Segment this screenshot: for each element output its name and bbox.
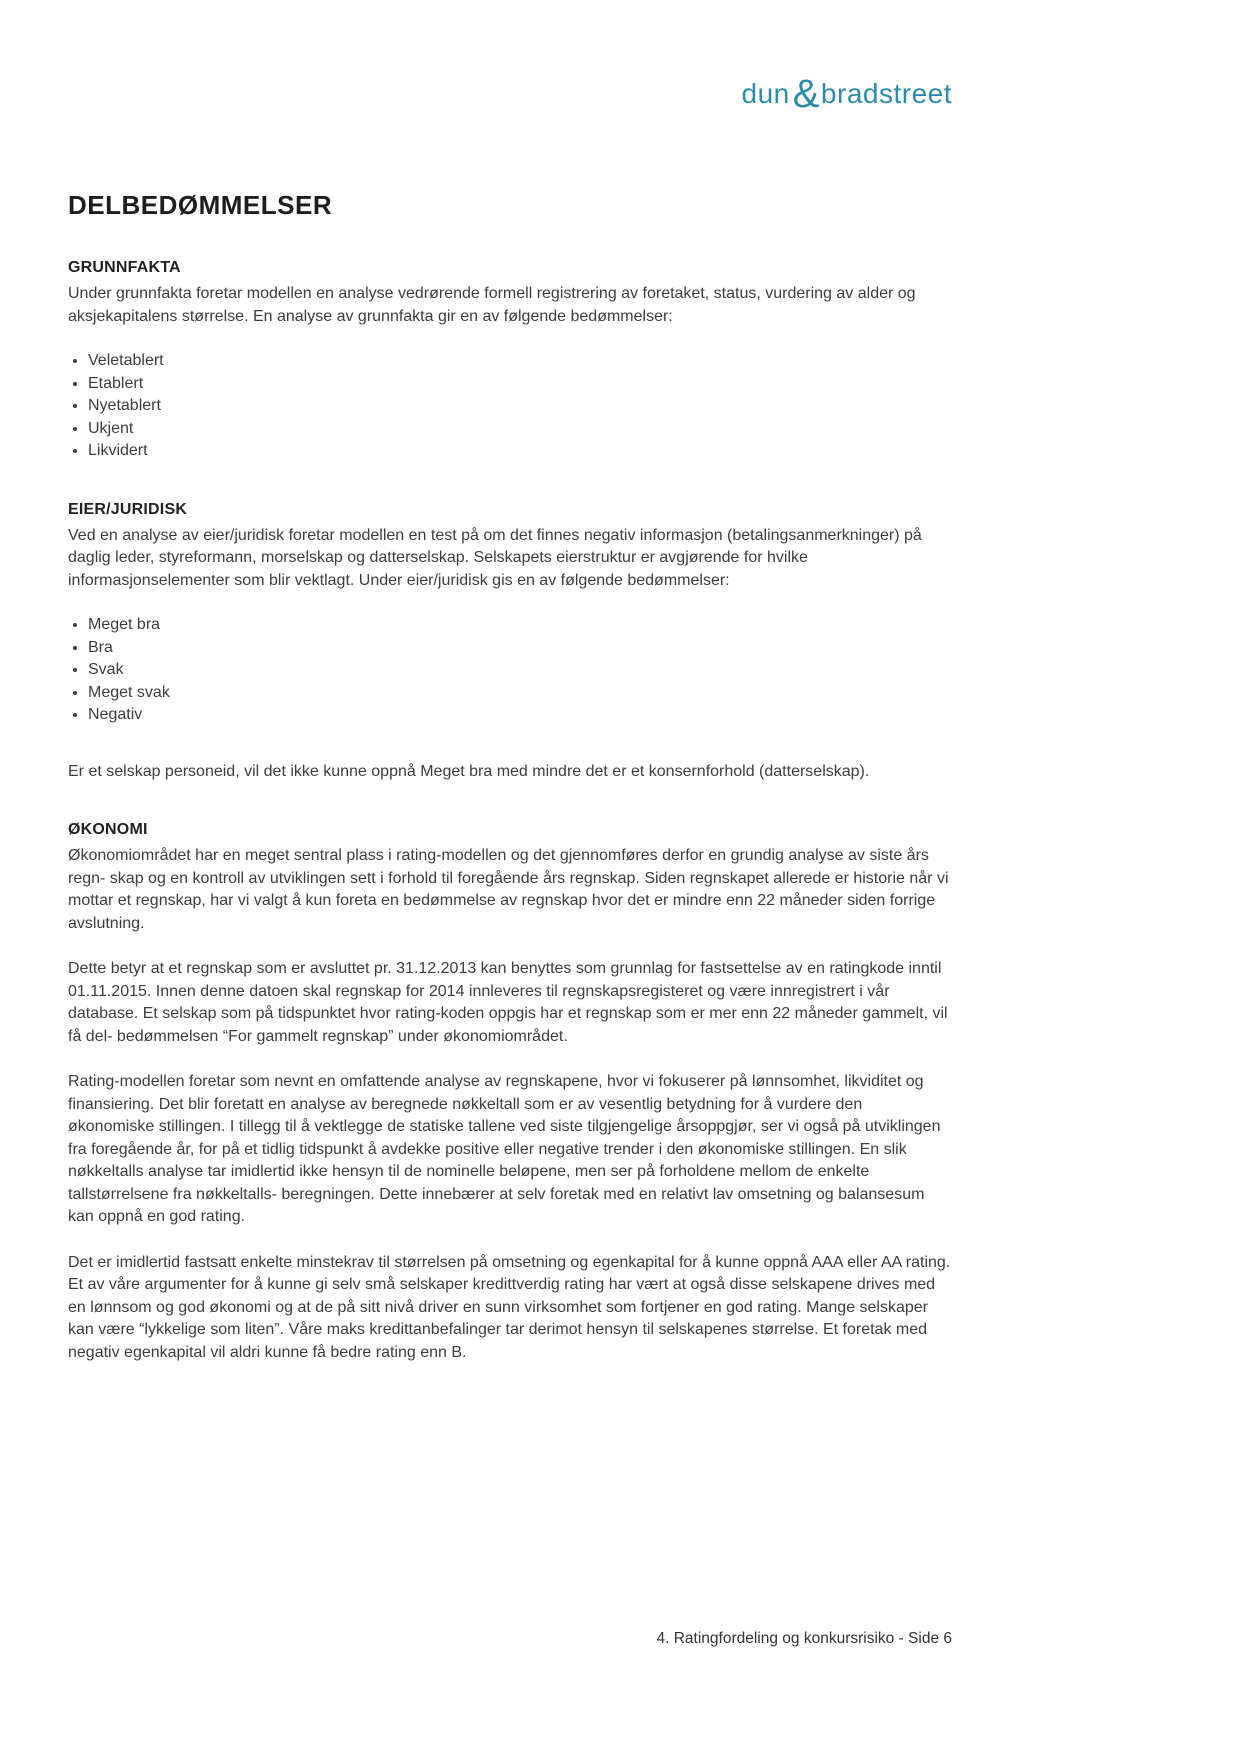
section-okonomi [68, 821, 952, 1364]
grunnfakta-bullet-list [68, 350, 952, 463]
bullet-item: • Meget bra [88, 614, 952, 637]
section-heading-okonomi: ØKONOMI [68, 821, 148, 838]
bullet-item: • Meget svak [88, 682, 952, 705]
bullet-item: • Svak [88, 659, 952, 682]
content-column [68, 0, 952, 1364]
okonomi-paragraph: Rating-modellen foretar som nevnt en omfattende analyse av regnskapene, hvor vi fokuserer på lønnsomhet, likviditet og finansiering. Det blir foretatt en analyse av beregnede nøkkeltall som er av vesentlig betydning for å vurdere den økonomiske stillingen. I tillegg til å vektlegge de statiske tallene ved siste tilgjengelige årsoppgjør, ser vi også på utviklingen fra foregående år, for på et tidlig tidspunkt å avdekke positive eller negative trender i den økonomiske stillingen. En slik nøkkeltalls analyse tar imidlertid ikke hensyn til de nominelle beløpene, men ser på forholdene mellom de enkelte tallstørrelsene fra nøkkeltalls- beregningen. Dette innebærer at selv foretak med en relativt lav omsetning og balansesum kan oppnå en god rating. [68, 1073, 941, 1225]
bullet-item: • Likvidert [88, 440, 952, 463]
bullet-item: • Bra [88, 637, 952, 660]
logo-ampersand-icon: & [792, 72, 820, 116]
section-grunnfakta [68, 259, 952, 463]
logo-text-dun: dun [741, 78, 790, 109]
page-footer [68, 1630, 952, 1648]
bullet-item: • Veletablert [88, 350, 952, 373]
okonomi-paragraph: Økonomiområdet har en meget sentral plass i rating-modellen og det gjennomføres derfor en grundig analyse av siste års regn- skap og en kontroll av utviklingen sett i forhold til foregående års regnskap. Siden regnskapet allerede er historie når vi mottar et regnskap, har vi valgt å kun foreta en bedømmelse av regnskap hvor det er mindre enn 22 måneder siden forrige avslutning. [68, 847, 949, 932]
logo-text-bradstreet: bradstreet [820, 78, 952, 109]
section-eier-juridisk [68, 501, 952, 784]
section-heading-grunnfakta: GRUNNFAKTA [68, 259, 181, 276]
okonomi-paragraph: Dette betyr at et regnskap som er avsluttet pr. 31.12.2013 kan benyttes som grunnlag for fastsettelse av en ratingkode inntil 01.11.2015. Innen denne datoen skal regnskap for 2014 innleveres til regnskapsregisteret og være innregistrert i vår database. Et selskap som på tidspunktet hvor rating-koden oppgis har et regnskap som er mer enn 22 måneder gammelt, vil få del- bedømmelsen “For gammelt regnskap” under økonomiområdet. [68, 960, 948, 1045]
footer-text: 4. Ratingfordeling og konkursrisiko - Side 6 [656, 1630, 952, 1647]
logo-row [68, 0, 952, 116]
eier-juridisk-intro: Ved en analyse av eier/juridisk foretar modellen en test på om det finnes negativ informasjon (betalingsanmerkninger) på daglig leder, styreformann, morselskap og datterselskap. Selskapets eierstruktur er avgjørende for hvilke informasjonselementer som blir vektlagt. Under eier/juridisk gis en av følgende bedømmelser: [68, 526, 922, 589]
dun-bradstreet-logo [741, 70, 952, 116]
bullet-item: • Nyetablert [88, 395, 952, 418]
bullet-item: • Etablert [88, 373, 952, 396]
eier-juridisk-bullet-list [68, 614, 952, 727]
okonomi-paragraph: Det er imidlertid fastsatt enkelte minstekrav til størrelsen på omsetning og egenkapital for å kunne oppnå AAA eller AA rating. Et av våre argumenter for å kunne gi selv små selskaper kredittverdig rating har vært at også disse selskapene drives med en lønnsom og god økonomi og at de på sitt nivå driver en sunn virksomhet som fortjener en god rating. Mange selskaper kan være “lykkelige som liten”. Våre maks kredittanbefalinger tar derimot hensyn til selskapenes størrelse. Et foretak med negativ egenkapital vil aldri kunne få bedre rating enn B. [68, 1253, 951, 1361]
eier-juridisk-note: Er et selskap personeid, vil det ikke kunne oppnå Meget bra med mindre det er et konsernforhold (datterselskap). [68, 762, 870, 780]
section-heading-eier-juridisk: EIER/JURIDISK [68, 500, 188, 518]
page-title: DELBEDØMMELSER [68, 190, 333, 220]
bullet-item: • Negativ [88, 704, 952, 727]
grunnfakta-intro: Under grunnfakta foretar modellen en analyse vedrørende formell registrering av foretaket, status, vurdering av alder og aksjekapitalens størrelse. En analyse av grunnfakta gir en av følgende bedømmelser: [68, 285, 916, 325]
bullet-item: • Ukjent [88, 418, 952, 441]
